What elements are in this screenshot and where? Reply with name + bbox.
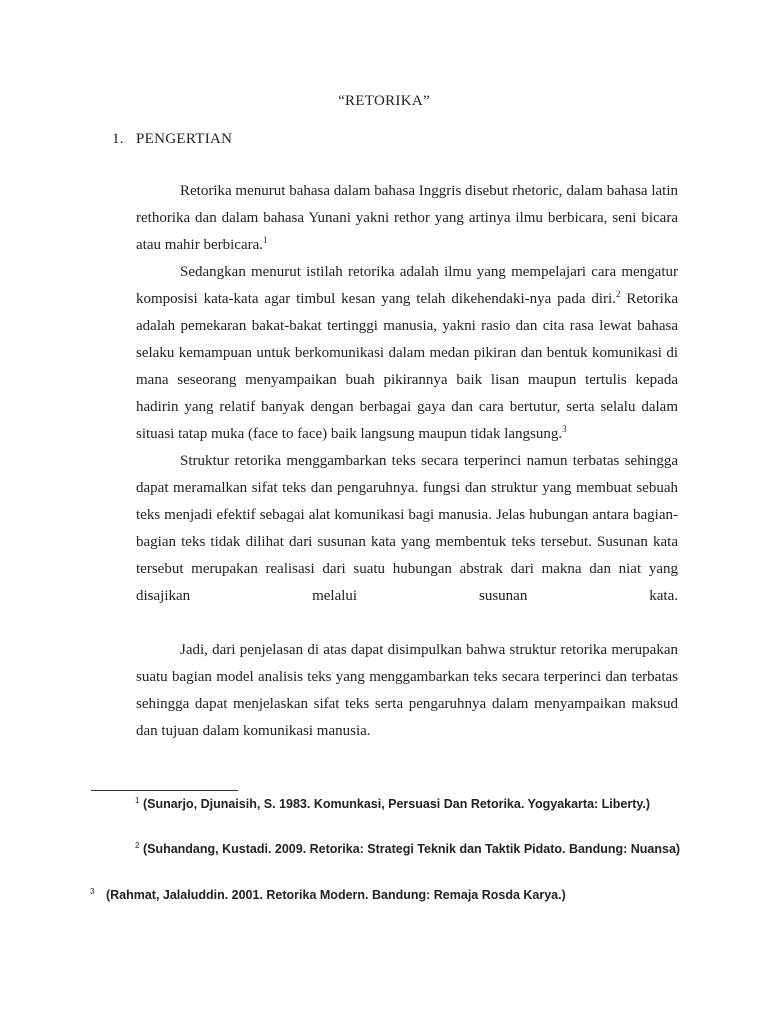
paragraph-text: Jadi, dari penjelasan di atas dapat disimpulkan bahwa struktur retorika merupakan suatu bagian model analisis teks yang menggambarkan teks secara terperinci dan terbatas sehingga dapat menjelaskan sifat teks serta pengaruhnya dalam menyampaikan maksud dan tujuan dalam komunikasi manusia. [136,642,678,739]
paragraph-text: Retorika menurut bahasa dalam bahasa Inggris disebut rhetoric, dalam bahasa latin rethorika dan dalam bahasa Yunani yakni rethor yang artinya ilmu berbicara, seni bicara atau mahir berbicara. [136,183,678,253]
paragraph-text: Sedangkan menurut istilah retorika adalah ilmu yang mempelajari cara mengatur komposisi kata-kata agar timbul kesan yang telah dikehendaki-nya pada diri. [136,264,678,307]
paragraph [136,259,678,448]
footnote-ref: 1 [263,235,268,245]
paragraph [136,448,678,610]
section-number: 1. [112,131,124,147]
paragraph [136,178,678,259]
footnote [135,842,680,856]
footnote [135,797,650,811]
footnote-ref: 3 [562,424,567,434]
footnote-ref: 2 [615,289,621,299]
footnote-mark: 3 [90,887,95,896]
paragraph-text: Struktur retorika menggambarkan teks secara terperinci namun terbatas sehingga dapat meramalkan sifat teks dan pengaruhnya. fungsi dan struktur yang membuat sebuah teks menjadi efektif sebagai alat komunikasi bagi manusia. Jelas hubungan antara bagian-bagian teks tidak dilihat dari susunan kata yang membentuk teks tersebut. Susunan kata tersebut merupakan realisasi dari suatu hubungan abstrak dari makna dan niat yang disajikan melalui susunan kata. [136,453,678,604]
paragraph [136,637,678,745]
footnote [90,888,566,902]
body-text [136,178,678,745]
section-label: PENGERTIAN [136,131,233,147]
footnote-text: (Rahmat, Jalaluddin. 2001. Retorika Modern. Bandung: Remaja Rosda Karya.) [105,888,566,902]
footnote-text: (Suhandang, Kustadi. 2009. Retorika: Strategi Teknik dan Taktik Pidato. Bandung: Nuansa) [142,842,681,856]
footnote-separator [91,790,238,791]
paragraph-text: Retorika adalah pemekaran bakat-bakat tertinggi manusia, yakni rasio dan cita rasa lewat bahasa selaku kemampuan untuk berkomunikasi dalam medan pikiran dan bentuk komunikasi di mana seseorang menyampaikan buah pikirannya baik lisan maupun tertulis kepada hadirin yang relatif banyak dengan berbagai gaya dan cara bertutur, serta selalu dalam situasi tatap muka (face to face) baik langsung maupun tidak langsung. [136,291,678,442]
footnote-mark: 2 [135,841,140,850]
footnote-text: (Sunarjo, Djunaisih, S. 1983. Komunkasi, Persuasi Dan Retorika. Yogyakarta: Liberty.) [142,797,651,811]
document-title: “RETORIKA” [338,93,430,109]
section-heading [112,131,232,148]
footnote-mark: 1 [135,796,140,805]
